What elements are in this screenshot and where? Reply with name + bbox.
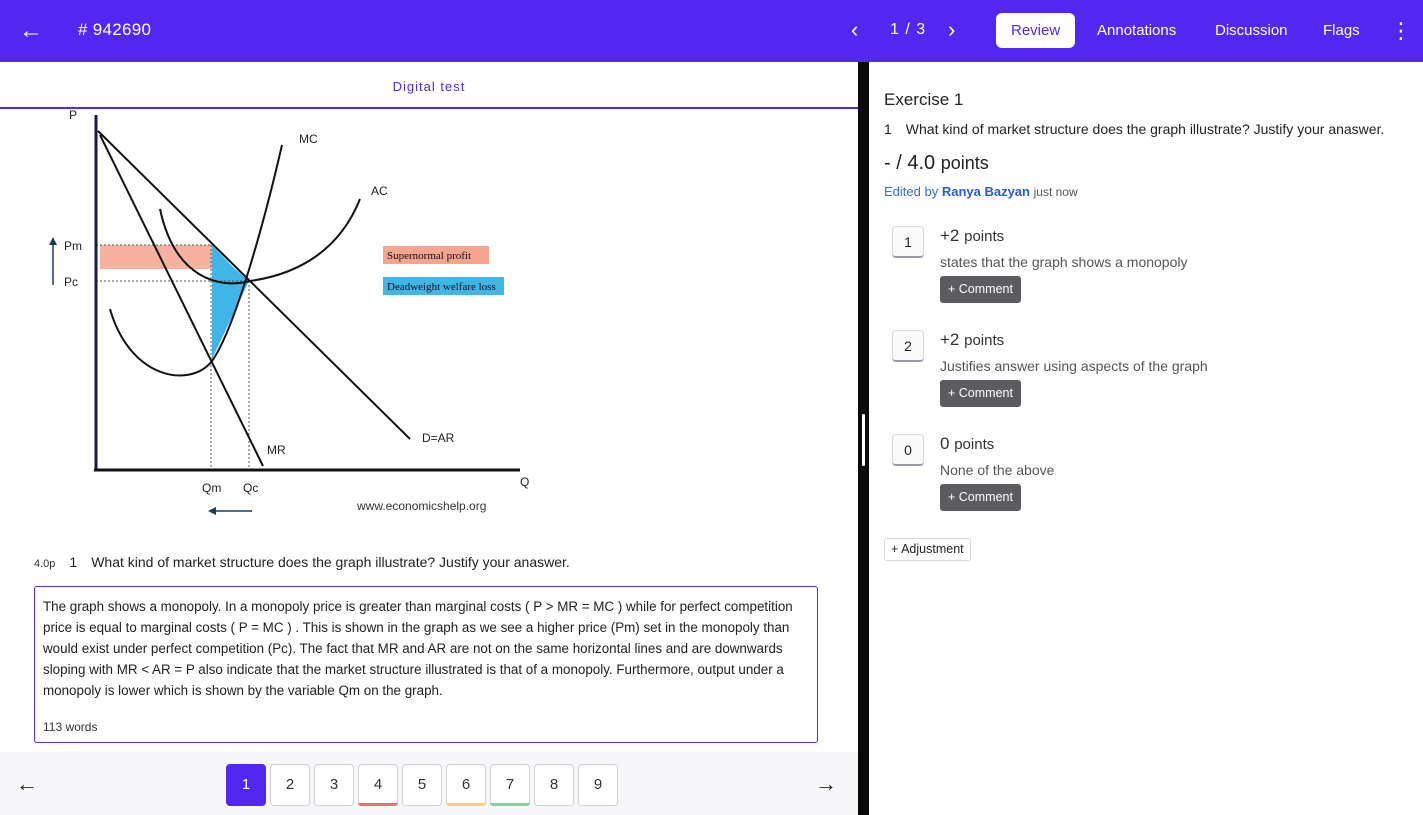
arrow-left-icon: ←: [16, 771, 38, 796]
page-label: 8: [549, 776, 559, 793]
page-label: 3: [329, 776, 339, 793]
page-label: 9: [593, 776, 603, 793]
page-label: 1: [241, 776, 251, 793]
add-comment-button[interactable]: + Comment: [940, 484, 1021, 511]
arrow-right-icon: →: [815, 771, 837, 796]
score-label: points: [940, 153, 989, 173]
page-label: 2: [285, 776, 295, 793]
question-text: What kind of market structure does the graph illustrate? Justify your anaswer.: [91, 554, 570, 570]
review-question: [884, 121, 1384, 137]
criterion-description: Justifies answer using aspects of the graph: [940, 358, 1208, 374]
review-panel: [869, 62, 1423, 815]
page-button-9[interactable]: [578, 764, 618, 806]
question-number: 1: [69, 554, 78, 570]
mc-label: MC: [299, 132, 318, 146]
criterion-points: [940, 434, 994, 454]
tab-annotations[interactable]: Annotations: [1097, 22, 1177, 39]
student-answer[interactable]: [34, 586, 818, 743]
criterion-points-label: points: [954, 436, 995, 453]
page-label: 5: [417, 776, 427, 793]
criterion-points-value: +2: [940, 226, 960, 245]
dar-label: D=AR: [422, 431, 455, 445]
resize-handle-icon[interactable]: [862, 414, 865, 466]
review-question-number: 1: [884, 121, 892, 137]
page-flag: [358, 803, 398, 806]
demand-ar-curve: [98, 131, 410, 439]
mr-label: MR: [267, 443, 286, 457]
document-panel: [0, 62, 858, 815]
submission-pager: 1 / 3: [890, 21, 927, 38]
pm-label: Pm: [64, 239, 82, 253]
y-axis-label: P: [69, 109, 78, 122]
add-comment-button[interactable]: + Comment: [940, 380, 1021, 407]
legend-profit-label: Supernormal profit: [387, 250, 472, 262]
criterion-points-label: points: [964, 228, 1005, 245]
prev-page-button[interactable]: [16, 772, 38, 796]
page-button-8[interactable]: [534, 764, 574, 806]
tab-flags[interactable]: Flags: [1323, 22, 1360, 39]
page-button-4[interactable]: [358, 764, 398, 806]
more-menu-button[interactable]: [1390, 17, 1412, 45]
criterion-points-label: points: [964, 332, 1005, 349]
tab-discussion[interactable]: Discussion: [1215, 22, 1288, 39]
next-page-button[interactable]: [815, 772, 837, 796]
ac-curve: [160, 199, 360, 283]
monopoly-graph: [30, 109, 550, 529]
page-button-1[interactable]: [226, 764, 266, 806]
page-button-2[interactable]: [270, 764, 310, 806]
graph-source: www.economicshelp.org: [357, 499, 487, 513]
page-button-5[interactable]: [402, 764, 442, 806]
edited-prefix: Edited by: [884, 184, 939, 199]
x-axis-label: Q: [520, 475, 530, 489]
page-label: 7: [505, 776, 515, 793]
ac-label: AC: [371, 184, 388, 198]
page-button-7[interactable]: [490, 764, 530, 806]
back-button[interactable]: [18, 17, 44, 45]
criterion-points: [940, 330, 1004, 350]
criterion-points-value: +2: [940, 330, 960, 349]
quantity-arrowhead-icon: [208, 507, 216, 515]
chevron-right-icon: ›: [948, 17, 956, 42]
add-adjustment-button[interactable]: + Adjustment: [884, 538, 971, 561]
qm-label: Qm: [202, 481, 222, 495]
page-label: 4: [373, 776, 383, 793]
page-button-3[interactable]: [314, 764, 354, 806]
exercise-title: Exercise 1: [884, 90, 964, 109]
page-label: 6: [461, 776, 471, 793]
score-value: - / 4.0: [884, 152, 936, 174]
page-flag: [490, 803, 530, 806]
page-button-6[interactable]: [446, 764, 486, 806]
criterion-description: states that the graph shows a monopoly: [940, 254, 1188, 270]
word-count: 113 words: [43, 720, 98, 734]
review-question-text: What kind of market structure does the graph illustrate? Justify your anaswer.: [905, 121, 1385, 137]
editor-name[interactable]: Ranya Bazyan: [941, 184, 1030, 199]
kebab-icon: ⋮: [1390, 18, 1412, 43]
score-display: [884, 152, 989, 175]
chevron-left-icon: ‹: [851, 17, 859, 42]
arrow-left-icon: ←: [19, 17, 43, 44]
edited-info: [884, 184, 1078, 199]
panel-resizer[interactable]: [858, 62, 869, 815]
legend-dwl-label: Deadweight welfare loss: [387, 281, 496, 293]
page-flag: [446, 803, 486, 806]
document-title: Digital test: [392, 79, 466, 94]
criterion-select-button[interactable]: 2: [892, 330, 924, 362]
question-points: 4.0p: [34, 558, 56, 570]
edited-time: just now: [1033, 185, 1078, 199]
add-comment-button[interactable]: + Comment: [940, 276, 1021, 303]
top-bar: [0, 0, 1423, 62]
tab-review[interactable]: Review: [996, 13, 1075, 48]
pc-label: Pc: [64, 275, 79, 289]
criterion-select-button[interactable]: 1: [892, 226, 924, 258]
criterion-points-value: 0: [940, 434, 950, 453]
next-submission-button[interactable]: [948, 18, 955, 42]
answer-text: The graph shows a monopoly. In a monopoly price is greater than marginal costs ( P > MR = MC ) while for perfect competition price is equal to marginal costs ( P = MC ) . This is shown in the graph as we see a higher price (Pm) set in the monopoly than would exist under perfect competition (Pc). The fact that MR and AR are not on the same horizontal lines and are downwards sloping with MR < AR = P also indicate that the market structure illustrated is that of a monopoly. Furthermore, output under a monopoly is lower which is shown by the variable Qm on the graph.: [43, 599, 793, 698]
criterion-points: [940, 226, 1004, 246]
page-navigation: [0, 752, 858, 815]
criterion-select-button[interactable]: 0: [892, 434, 924, 466]
price-arrowhead-icon: [49, 237, 57, 245]
qc-label: Qc: [243, 481, 259, 495]
question-line: [34, 554, 570, 570]
prev-submission-button[interactable]: [851, 18, 858, 42]
criterion-description: None of the above: [940, 462, 1055, 478]
document-id: # 942690: [78, 20, 152, 39]
